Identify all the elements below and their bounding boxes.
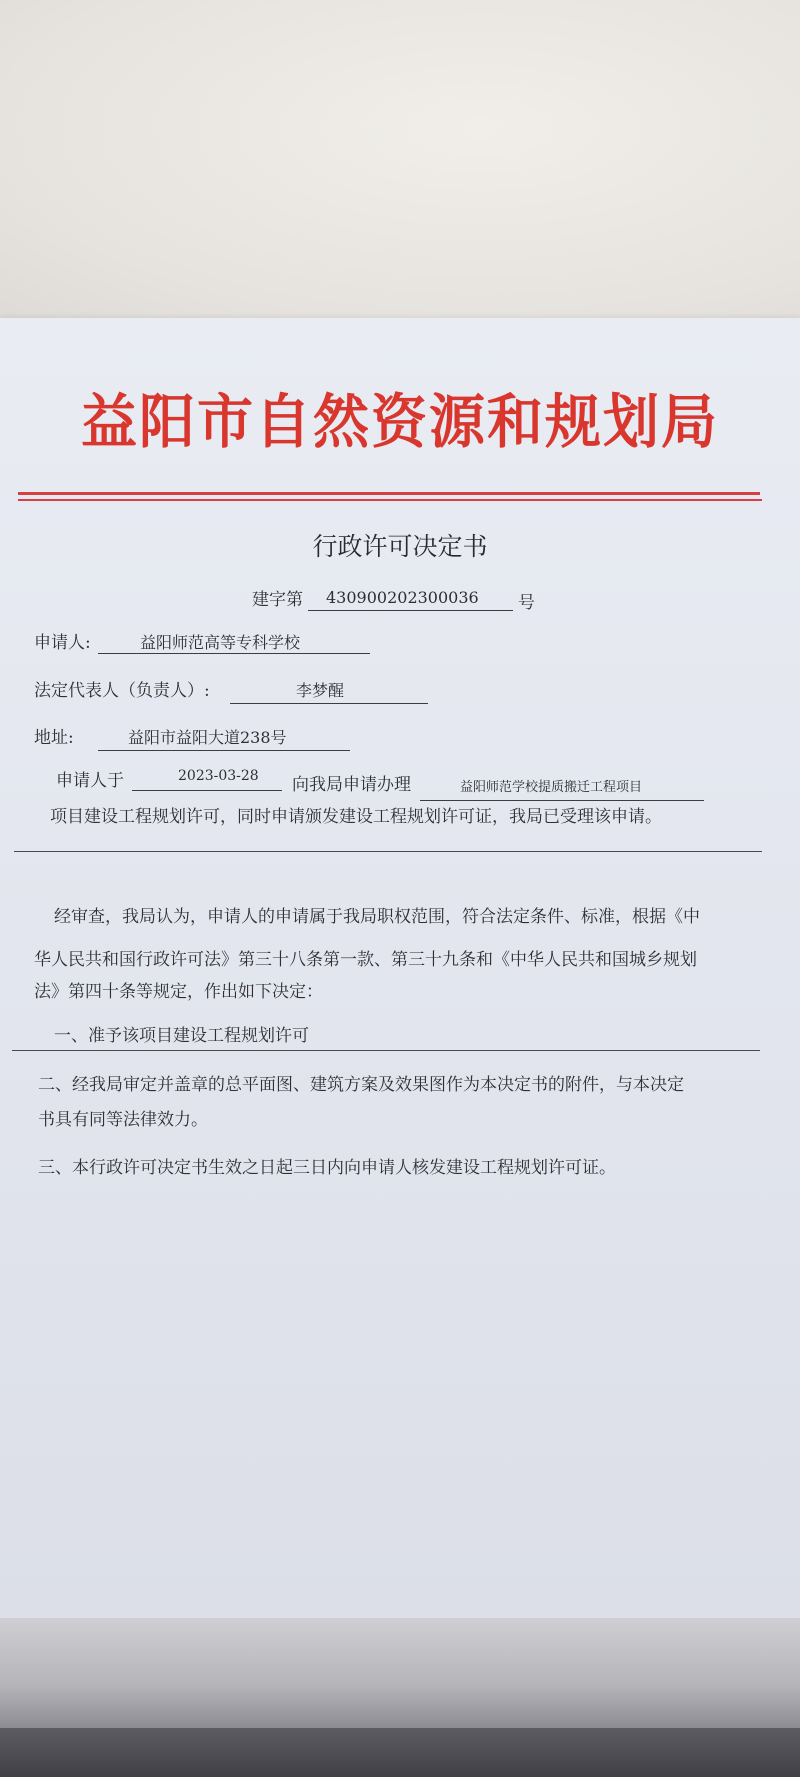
address-underline [98, 750, 350, 751]
application-line2: 项目建设工程规划许可，同时申请颁发建设工程规划许可证，我局已受理该申请。 [50, 807, 662, 827]
review-line-1: 经审查，我局认为，申请人的申请属于我局职权范围，符合法定条件、标准，根据《中 [54, 907, 700, 927]
address-value: 益阳市益阳大道238号 [128, 728, 287, 747]
application-date-underline [132, 790, 282, 791]
decision-item-2-line-1: 二、经我局审定并盖章的总平面图、建筑方案及效果图作为本决定书的附件，与本决定 [38, 1075, 684, 1095]
doc-number-prefix: 建字第 [252, 590, 303, 610]
decision-item-2-line-2: 书具有同等法律效力。 [38, 1110, 208, 1130]
decision-item-3: 三、本行政许可决定书生效之日起三日内向申请人核发建设工程规划许可证。 [38, 1158, 616, 1178]
header-red-line-top [18, 492, 760, 495]
review-line-3: 法》第四十条等规定，作出如下决定： [34, 982, 323, 1002]
application-project-underline [420, 800, 704, 801]
bottom-shadow [0, 1728, 800, 1777]
application-project: 益阳师范学校提质搬迁工程项目 [460, 780, 643, 795]
decision-item-1: 一、准予该项目建设工程规划许可 [54, 1026, 309, 1046]
address-label: 地址: [34, 728, 74, 748]
legal-rep-label: 法定代表人（负责人）: [34, 681, 210, 701]
doc-number-underline [308, 610, 513, 611]
bottom-surface [0, 1618, 800, 1728]
desk-background [0, 0, 800, 320]
application-date: 2023-03-28 [178, 768, 259, 784]
application-prefix: 申请人于 [56, 771, 124, 791]
applicant-underline [98, 653, 370, 654]
section-divider [14, 851, 762, 852]
document-title: 行政许可决定书 [312, 532, 488, 561]
applicant-label: 申请人: [34, 633, 91, 653]
header-red-line-bottom [18, 499, 762, 501]
applicant-value: 益阳师范高等专科学校 [140, 633, 301, 652]
doc-number-value: 430900202300036 [326, 588, 479, 607]
doc-number-suffix: 号 [518, 593, 535, 613]
legal-rep-underline [230, 703, 428, 704]
legal-rep-value: 李梦醒 [296, 681, 345, 700]
application-middle: 向我局申请办理 [292, 775, 411, 795]
review-line-2: 华人民共和国行政许可法》第三十八条第一款、第三十九条和《中华人民共和国城乡规划 [34, 950, 697, 970]
decision-divider [12, 1050, 760, 1051]
agency-header: 益阳市自然资源和规划局 [81, 388, 719, 457]
